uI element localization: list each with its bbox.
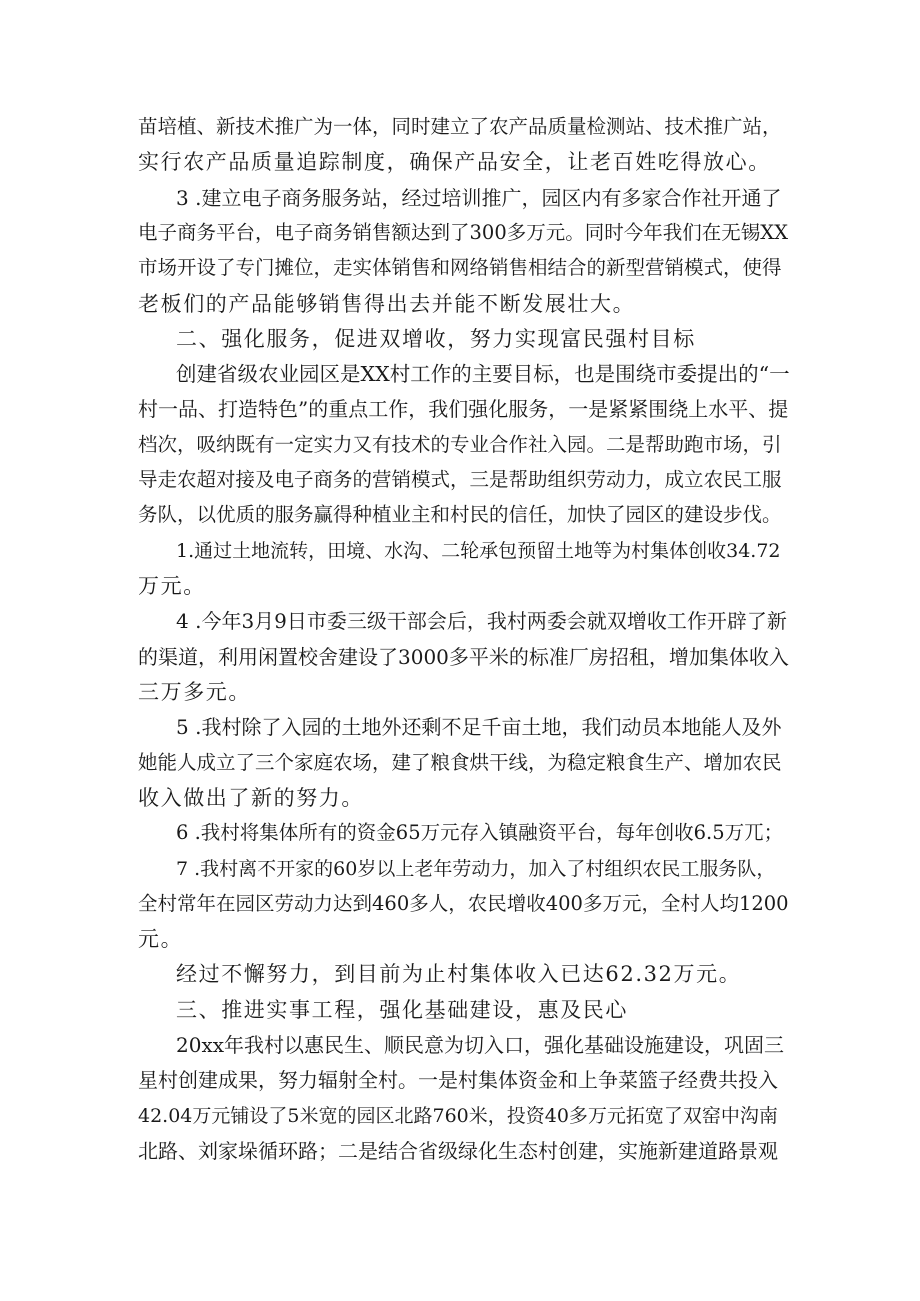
text-line: 42.04万元铺设了5米宽的园区北路760米，投资40多万元拓宽了双窑中沟南 <box>138 1105 778 1127</box>
text-line: 电子商务平台，电子商务销售额达到了300多万元。同时今年我们在无锡XX <box>138 221 788 244</box>
text-line: 老板们的产品能够销售得出去并能不断发展壮大。 <box>138 292 636 316</box>
section-heading: 二、强化服务，促进双增收，努力实现富民强村目标 <box>176 327 696 351</box>
text-line: 实行农产品质量追踪制度，确保产品安全，让老百姓吃得放心。 <box>138 150 771 174</box>
text-line: 6 .我村将集体所有的资金65万元存入镇融资平台，每年创收6.5万兀； <box>176 821 784 844</box>
text-line: 全村常年在园区劳动力达到460多人，农民增收400多万元，全村人均1200 <box>138 892 789 915</box>
text-line: 4 .今年3月9日市委三级干部会后，我村两委会就双增收工作开辟了新 <box>176 609 787 633</box>
text-line: 1.通过土地流转，田境、水沟、二轮承包预留土地等为村集体创收34.72 <box>176 540 781 562</box>
text-line: 三万多元。 <box>138 680 251 704</box>
text-line: 市场开设了专门摊位，走实体销售和网络销售相结合的新型营销模式，使得 <box>138 256 782 279</box>
text-line: 北路、刘家垛循环路；二是结合省级绿化生态村创建，实施新建道路景观 <box>138 1139 778 1163</box>
text-line: 创建省级农业园区是XX村工作的主要目标，也是围绕市委提出的“一 <box>176 362 790 386</box>
text-line: 务队，以优质的服务赢得种植业主和村民的信任，加快了园区的建设步伐。 <box>138 503 782 526</box>
text-line: 7 .我村离不开家的60岁以上老年劳动力，加入了村组织农民工服务队， <box>176 858 776 880</box>
text-line: 苗培植、新技术推广为一体，同时建立了农产品质量检测站、技术推广站， <box>138 115 782 138</box>
text-line: 她能人成立了三个家庭农场，建了粮食烘干线，为稳定粮食生产、增加农民 <box>138 751 782 774</box>
text-line: 星村创建成果，努力辐射全村。一是村集体资金和上争菜篮子经费共投入 <box>138 1068 778 1092</box>
text-line: 20xx年我村以惠民生、顺民意为切入口，强化基础设施建设，巩固三 <box>176 1033 785 1057</box>
text-line: 导走农超对接及电子商务的营销模式，三是帮助组织劳动力，成立农民工服 <box>138 468 782 491</box>
text-line: 5 .我村除了入园的土地外还剩不足千亩土地，我们动员本地能人及外 <box>176 715 782 739</box>
text-line: 元。 <box>138 927 184 951</box>
text-line: 档次，吸纳既有一定实力又有技术的专业合作社入园。二是帮助跑市场，引 <box>138 433 782 456</box>
text-line: 3 .建立电子商务服务站，经过培训推广，园区内有多家合作社开通了 <box>176 186 782 210</box>
text-line: 收入做出了新的努力。 <box>138 786 364 810</box>
text-line: 村一品、打造特色”的重点工作，我们强化服务，一是紧紧围绕上水平、提 <box>138 397 789 421</box>
text-line: 经过不懈努力，到目前为止村集体收入已达62.32万元。 <box>176 962 742 986</box>
text-line: 万元。 <box>138 574 206 598</box>
section-heading: 三、推进实事工程，强化基础建设，惠及民心 <box>176 998 628 1022</box>
text-line: 的渠道，利用闲置校舍建设了3000多平米的标准厂房招租，增加集体收入 <box>138 645 789 669</box>
